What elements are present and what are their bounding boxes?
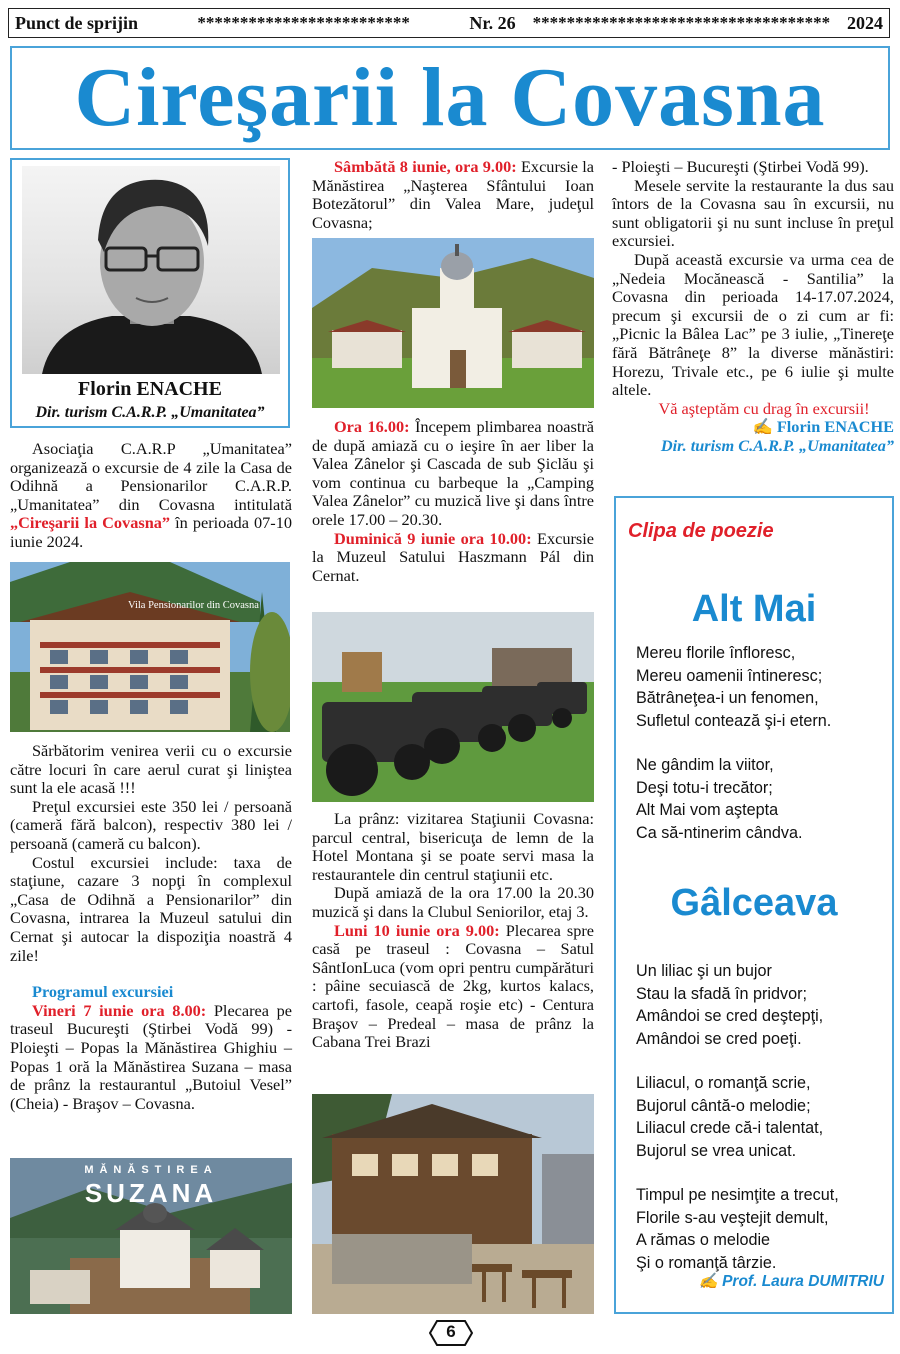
- issue-number: Nr. 26: [469, 12, 516, 33]
- suzana-top-label: MĂNĂSTIREA: [84, 1164, 218, 1176]
- day2-paragraph: Sâmbătă 8 iunie, ora 9.00: Excursie la Mănăstirea „Naşterea Sfântului Ioan Botezătorul” din Valea Mare, judeţul Covasna;: [312, 157, 594, 232]
- photo-monastery: [312, 238, 594, 408]
- next-trips-paragraph: După această excursie va urma cea de „Nedeia Mocănească - Santilia” la Covasna din perioada 14-17.07.2024, precum şi excursii de o zi cum ar fi: „Picnic la Bâlea Lac” pe 3 iulie, „Tinereţe fără Bătrâneţe 8” la diverse mănăstiri: Horezu, Trivale etc., pe 6 iulie şi multe altele.: [612, 249, 894, 400]
- ora16-paragraph: Ora 16.00: Începem plimbarea noastră de după amiază cu o ieşire în aer liber la Valea Zânelor şi Cascada de sub Şiclău şi vom continua cu barbeque la „Camping Valea Zânelor” cu muzică live şi dans între orele 17.00 – 20.30.: [312, 417, 594, 529]
- day2-label: Sâmbătă 8 iunie, ora 9.00:: [334, 157, 517, 176]
- stars-right: ***********************************: [532, 13, 831, 32]
- price-paragraph: Preţul excursiei este 350 lei / persoană (cameră fără balcon), respectiv 380 lei / persoană (cameră cu balcon).: [10, 796, 292, 853]
- photo-villa: [10, 562, 290, 732]
- section-label: Punct de sprijin: [15, 12, 139, 33]
- cost-paragraph: Costul excursiei include: taxa de staţiune, cazare 3 nopţi în complexul „Casa de Odihnă a Pensionarilor” din Covasna, intrarea la Muzeul satului din Cernat şi autocar la dispoziţia noastră 4 zile!: [10, 852, 292, 965]
- route-continuation: - Ploieşti – Bucureşti (Ştirbei Vodă 99).: [612, 157, 869, 176]
- day3-paragraph: Duminică 9 iunie ora 10.00: Excursie la Muzeul Satului Haszmann Pál din Cernat.: [312, 528, 595, 585]
- poem2-stanza3: Timpul pe nesimţite a trecut, Florile s-au veştejit demult, A rămas o melodie Şi o romanţă târzie.: [636, 1186, 839, 1272]
- col2-body1: [312, 418, 594, 585]
- author-portrait: [22, 166, 280, 374]
- meals-paragraph: Mesele servite la restaurante la dus sau întors de la Covasna sau în excursii, nu sunt obligatorii şi nu sunt incluse în preţul excursiei.: [612, 175, 894, 251]
- poem-title-galceava: Gâlceava: [670, 882, 838, 924]
- author-name: Florin ENACHE: [78, 378, 222, 400]
- photo-cabana: [312, 1094, 594, 1314]
- music-paragraph: După amiază de la ora 17.00 la 20.30 muzică şi dans la Clubul Seniorilor, etaj 3.: [312, 883, 594, 921]
- day1-paragraph: Vineri 7 iunie ora 8.00: Plecarea pe traseul Bucureşti (Ştirbei Vodă 99) - Ploieşti – Popas la Mănăstirea Ghighiu – Popas 1 oră la Mănăstirea Suzana – masa de prânz la restaurantul „Butoiul Vesel” (Cheia) - Braşov – Covasna.: [10, 1000, 292, 1113]
- summer-paragraph: Sărbătorim venirea verii cu o excursie către locuri în care aerul curat şi liniştea sunt la ele acasă !!!: [10, 741, 292, 798]
- author-role: Dir. turism C.A.R.P. „Umanitatea”: [35, 404, 265, 421]
- trip-title: „Cireşarii la Covasna”: [10, 513, 171, 533]
- stars-left: *************************: [197, 13, 410, 32]
- col2-body2: [312, 810, 594, 1052]
- title-box: [10, 46, 890, 150]
- day4-paragraph: Luni 10 iunie ora 9.00: Plecarea spre casă pe traseul : Covasna – Satul SântIonLuca (vom opri pentru cumpărături : pâine secuiască de 2kg, kurtos kalacs, cartofi, fasole, ceapă roşie etc) - Centura Braşov – Predeal – masa de prânz la Cabana Trei Brazi: [312, 920, 594, 1052]
- portrait-illustration: [22, 166, 280, 374]
- villa-caption: Vila Pensionarilor din Covasna: [128, 600, 259, 611]
- suzana-main-label: SUZANA: [84, 1178, 218, 1208]
- issue-year: 2024: [847, 12, 884, 33]
- lunch-paragraph: La prânz: vizitarea Staţiunii Covasna: parcul central, bisericuţa de lemn de la Hotel Montana şi se poate servi masa la restaurantele din centrul staţiunii etc.: [312, 809, 594, 884]
- photo-museum: [312, 612, 594, 802]
- poem2-stanza1: Un liliac şi un bujor Stau la sfadă în pridvor; Amândoi se cred deştepţi, Amândoi se cred poeţi.: [636, 962, 824, 1048]
- col1-intro: [10, 440, 292, 552]
- page-number: 6: [429, 1320, 473, 1346]
- program-heading: Programul excursiei: [32, 982, 174, 1002]
- article-title: Cireşarii la Covasna: [74, 51, 826, 144]
- ora16-label: Ora 16.00:: [334, 417, 410, 436]
- day3-label: Duminică 9 iunie ora 10.00:: [334, 528, 532, 548]
- photo-suzana: [10, 1158, 292, 1314]
- pen-icon: ✍: [698, 1273, 723, 1290]
- col2-day2: [312, 158, 594, 232]
- col3-body: [612, 158, 894, 456]
- signature-name: Florin ENACHE: [776, 417, 894, 437]
- intro-paragraph: Asociaţia C.A.R.P „Umanitatea” organizează o excursie de 4 zile la Casa de Odihnă a Pensionarilor C.A.R.P. „Umanitatea” din Covasna intitulată „Cireşarii la Covasna” în perioada 07-10 iunie 2024.: [10, 439, 292, 551]
- day4-label: Luni 10 iunie ora 9.00:: [334, 920, 500, 940]
- poetry-section-label: Clipa de poezie: [628, 520, 774, 542]
- pen-icon: ✍: [752, 417, 777, 437]
- poem1-stanza2: Ne gândim la viitor, Deşi totu-i trecător; Alt Mai vom aştepta Ca să-ntinerim cândva.: [636, 756, 803, 842]
- col3-signature: [612, 418, 894, 437]
- col3-signature-role: Dir. turism C.A.R.P. „Umanitatea”: [660, 435, 894, 455]
- col1-body: [10, 742, 292, 1113]
- poem2-stanza2: Liliacul, o romanţă scrie, Bujorul cântă-o melodie; Liliacul crede că-i talentat, Bujorul se vrea unicat.: [636, 1074, 824, 1160]
- poem-title-alt-mai: Alt Mai: [691, 588, 817, 630]
- poetry-box: [614, 496, 894, 1314]
- invitation-line: Vă aşteptăm cu drag în excursii!: [658, 398, 870, 418]
- poem1-stanza1: Mereu florile înfloresc, Mereu oamenii întineresc; Bătrâneţea-i un fenomen, Sufletul contează şi-i etern.: [636, 644, 832, 730]
- day1-label: Vineri 7 iunie ora 8.00:: [32, 1000, 207, 1020]
- issue-header-bar: [8, 8, 890, 38]
- author-box: [10, 158, 290, 428]
- poem-signature: ✍ Prof. Laura DUMITRIU: [698, 1273, 884, 1290]
